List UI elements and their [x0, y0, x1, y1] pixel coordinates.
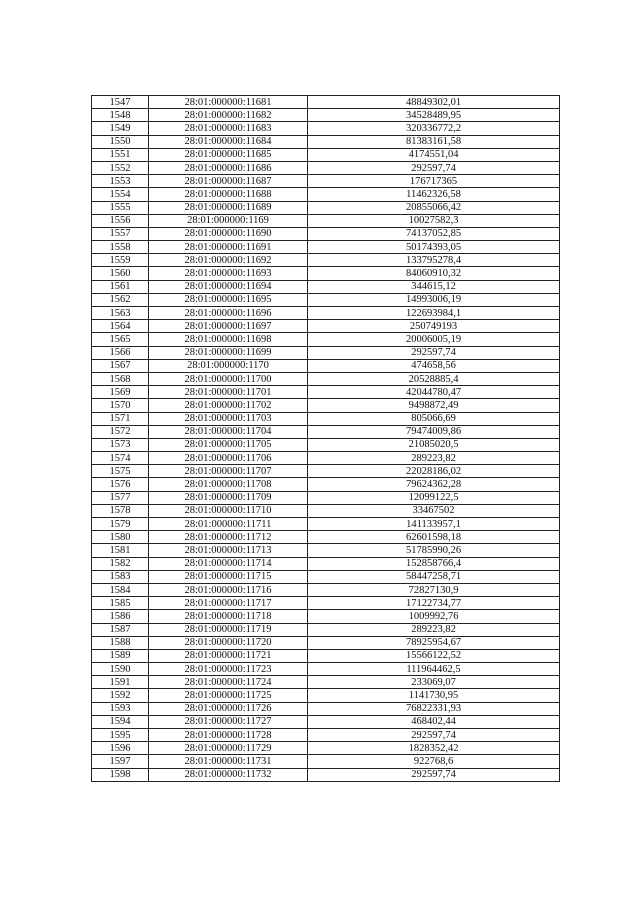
- value-cell: 152858766,4: [308, 557, 560, 570]
- table-row: [92, 161, 560, 174]
- table-row: [92, 729, 560, 742]
- value-cell: 62601598,18: [308, 531, 560, 544]
- table-row: [92, 491, 560, 504]
- value-cell: 4174551,04: [308, 148, 560, 161]
- row-number-cell: 1550: [92, 135, 149, 148]
- value-cell: 922768,6: [308, 755, 560, 768]
- table-row: [92, 636, 560, 649]
- value-cell: 79624362,28: [308, 478, 560, 491]
- value-cell: 1828352,42: [308, 742, 560, 755]
- value-cell: 176717365: [308, 175, 560, 188]
- row-number-cell: 1554: [92, 188, 149, 201]
- cadastral-number-cell: 28:01:000000:1169: [149, 214, 308, 227]
- data-table: [91, 95, 560, 782]
- cadastral-number-cell: 28:01:000000:11716: [149, 583, 308, 596]
- table-row: [92, 254, 560, 267]
- cadastral-number-cell: 28:01:000000:11718: [149, 610, 308, 623]
- cadastral-number-cell: 28:01:000000:11685: [149, 148, 308, 161]
- row-number-cell: 1576: [92, 478, 149, 491]
- value-cell: 58447258,71: [308, 570, 560, 583]
- table-row: [92, 583, 560, 596]
- table-row: [92, 122, 560, 135]
- cadastral-number-cell: 28:01:000000:11700: [149, 372, 308, 385]
- table-row: [92, 742, 560, 755]
- row-number-cell: 1590: [92, 663, 149, 676]
- row-number-cell: 1594: [92, 715, 149, 728]
- value-cell: 10027582,3: [308, 214, 560, 227]
- cadastral-number-cell: 28:01:000000:11732: [149, 768, 308, 781]
- value-cell: 320336772,2: [308, 122, 560, 135]
- row-number-cell: 1570: [92, 399, 149, 412]
- row-number-cell: 1595: [92, 729, 149, 742]
- cadastral-number-cell: 28:01:000000:11723: [149, 663, 308, 676]
- table-row: [92, 109, 560, 122]
- row-number-cell: 1567: [92, 359, 149, 372]
- row-number-cell: 1572: [92, 425, 149, 438]
- cadastral-number-cell: 28:01:000000:11709: [149, 491, 308, 504]
- cadastral-number-cell: 28:01:000000:1170: [149, 359, 308, 372]
- value-cell: 344615,12: [308, 280, 560, 293]
- row-number-cell: 1580: [92, 531, 149, 544]
- table-row: [92, 623, 560, 636]
- row-number-cell: 1556: [92, 214, 149, 227]
- value-cell: 1009992,76: [308, 610, 560, 623]
- table-row: [92, 557, 560, 570]
- table-row: [92, 214, 560, 227]
- cadastral-number-cell: 28:01:000000:11701: [149, 386, 308, 399]
- value-cell: 12099122,5: [308, 491, 560, 504]
- cadastral-number-cell: 28:01:000000:11691: [149, 241, 308, 254]
- cadastral-number-cell: 28:01:000000:11692: [149, 254, 308, 267]
- table-row: [92, 570, 560, 583]
- cadastral-number-cell: 28:01:000000:11683: [149, 122, 308, 135]
- row-number-cell: 1593: [92, 702, 149, 715]
- row-number-cell: 1597: [92, 755, 149, 768]
- row-number-cell: 1589: [92, 649, 149, 662]
- table-row: [92, 715, 560, 728]
- table-row: [92, 689, 560, 702]
- cadastral-number-cell: 28:01:000000:11715: [149, 570, 308, 583]
- cadastral-number-cell: 28:01:000000:11694: [149, 280, 308, 293]
- value-cell: 17122734,77: [308, 597, 560, 610]
- table-row: [92, 320, 560, 333]
- row-number-cell: 1592: [92, 689, 149, 702]
- row-number-cell: 1598: [92, 768, 149, 781]
- cadastral-number-cell: 28:01:000000:11684: [149, 135, 308, 148]
- value-cell: 20855066,42: [308, 201, 560, 214]
- table-row: [92, 293, 560, 306]
- row-number-cell: 1587: [92, 623, 149, 636]
- cadastral-number-cell: 28:01:000000:11695: [149, 293, 308, 306]
- row-number-cell: 1571: [92, 412, 149, 425]
- cadastral-number-cell: 28:01:000000:11725: [149, 689, 308, 702]
- value-cell: 141133957,1: [308, 518, 560, 531]
- table-row: [92, 333, 560, 346]
- row-number-cell: 1548: [92, 109, 149, 122]
- row-number-cell: 1563: [92, 307, 149, 320]
- row-number-cell: 1596: [92, 742, 149, 755]
- value-cell: 48849302,01: [308, 96, 560, 109]
- row-number-cell: 1585: [92, 597, 149, 610]
- table-row: [92, 188, 560, 201]
- table-row: [92, 465, 560, 478]
- row-number-cell: 1552: [92, 161, 149, 174]
- table-row: [92, 148, 560, 161]
- value-cell: 805066,69: [308, 412, 560, 425]
- row-number-cell: 1551: [92, 148, 149, 161]
- row-number-cell: 1586: [92, 610, 149, 623]
- cadastral-number-cell: 28:01:000000:11707: [149, 465, 308, 478]
- row-number-cell: 1575: [92, 465, 149, 478]
- table-row: [92, 610, 560, 623]
- cadastral-number-cell: 28:01:000000:11728: [149, 729, 308, 742]
- value-cell: 9498872,49: [308, 399, 560, 412]
- row-number-cell: 1577: [92, 491, 149, 504]
- table-row: [92, 438, 560, 451]
- table-row: [92, 412, 560, 425]
- table-row: [92, 346, 560, 359]
- cadastral-number-cell: 28:01:000000:11686: [149, 161, 308, 174]
- cadastral-number-cell: 28:01:000000:11697: [149, 320, 308, 333]
- table-row: [92, 768, 560, 781]
- value-cell: 292597,74: [308, 346, 560, 359]
- row-number-cell: 1560: [92, 267, 149, 280]
- value-cell: 111964462,5: [308, 663, 560, 676]
- cadastral-number-cell: 28:01:000000:11714: [149, 557, 308, 570]
- row-number-cell: 1562: [92, 293, 149, 306]
- row-number-cell: 1591: [92, 676, 149, 689]
- cadastral-number-cell: 28:01:000000:11721: [149, 649, 308, 662]
- value-cell: 233069,07: [308, 676, 560, 689]
- cadastral-number-cell: 28:01:000000:11682: [149, 109, 308, 122]
- table-row: [92, 649, 560, 662]
- table-row: [92, 241, 560, 254]
- value-cell: 20528885,4: [308, 372, 560, 385]
- row-number-cell: 1555: [92, 201, 149, 214]
- table-row: [92, 597, 560, 610]
- cadastral-number-cell: 28:01:000000:11710: [149, 504, 308, 517]
- row-number-cell: 1565: [92, 333, 149, 346]
- value-cell: 22028186,02: [308, 465, 560, 478]
- table-row: [92, 663, 560, 676]
- value-cell: 74137052,85: [308, 227, 560, 240]
- row-number-cell: 1573: [92, 438, 149, 451]
- cadastral-number-cell: 28:01:000000:11713: [149, 544, 308, 557]
- cadastral-number-cell: 28:01:000000:11719: [149, 623, 308, 636]
- row-number-cell: 1582: [92, 557, 149, 570]
- value-cell: 289223,82: [308, 452, 560, 465]
- value-cell: 20006005,19: [308, 333, 560, 346]
- value-cell: 50174393,05: [308, 241, 560, 254]
- value-cell: 81383161,58: [308, 135, 560, 148]
- table-row: [92, 425, 560, 438]
- table-row: [92, 280, 560, 293]
- value-cell: 133795278,4: [308, 254, 560, 267]
- value-cell: 1141730,95: [308, 689, 560, 702]
- table-row: [92, 531, 560, 544]
- value-cell: 76822331,93: [308, 702, 560, 715]
- row-number-cell: 1561: [92, 280, 149, 293]
- value-cell: 21085020,5: [308, 438, 560, 451]
- table-body: [92, 96, 560, 782]
- cadastral-number-cell: 28:01:000000:11712: [149, 531, 308, 544]
- table-row: [92, 96, 560, 109]
- row-number-cell: 1568: [92, 372, 149, 385]
- row-number-cell: 1547: [92, 96, 149, 109]
- cadastral-number-cell: 28:01:000000:11689: [149, 201, 308, 214]
- cadastral-number-cell: 28:01:000000:11711: [149, 518, 308, 531]
- table-row: [92, 386, 560, 399]
- cadastral-number-cell: 28:01:000000:11698: [149, 333, 308, 346]
- cadastral-number-cell: 28:01:000000:11704: [149, 425, 308, 438]
- row-number-cell: 1559: [92, 254, 149, 267]
- table-row: [92, 399, 560, 412]
- cadastral-number-cell: 28:01:000000:11717: [149, 597, 308, 610]
- cadastral-number-cell: 28:01:000000:11688: [149, 188, 308, 201]
- row-number-cell: 1579: [92, 518, 149, 531]
- value-cell: 84060910,32: [308, 267, 560, 280]
- value-cell: 289223,82: [308, 623, 560, 636]
- cadastral-number-cell: 28:01:000000:11693: [149, 267, 308, 280]
- cadastral-number-cell: 28:01:000000:11720: [149, 636, 308, 649]
- table-row: [92, 175, 560, 188]
- table-row: [92, 359, 560, 372]
- cadastral-number-cell: 28:01:000000:11726: [149, 702, 308, 715]
- table-row: [92, 227, 560, 240]
- cadastral-number-cell: 28:01:000000:11690: [149, 227, 308, 240]
- value-cell: 122693984,1: [308, 307, 560, 320]
- cadastral-number-cell: 28:01:000000:11706: [149, 452, 308, 465]
- table-row: [92, 307, 560, 320]
- table-row: [92, 702, 560, 715]
- row-number-cell: 1578: [92, 504, 149, 517]
- value-cell: 14993006,19: [308, 293, 560, 306]
- table-row: [92, 452, 560, 465]
- row-number-cell: 1583: [92, 570, 149, 583]
- row-number-cell: 1549: [92, 122, 149, 135]
- cadastral-number-cell: 28:01:000000:11731: [149, 755, 308, 768]
- row-number-cell: 1581: [92, 544, 149, 557]
- value-cell: 51785990,26: [308, 544, 560, 557]
- table-row: [92, 478, 560, 491]
- table-row: [92, 518, 560, 531]
- cadastral-number-cell: 28:01:000000:11696: [149, 307, 308, 320]
- row-number-cell: 1553: [92, 175, 149, 188]
- value-cell: 78925954,67: [308, 636, 560, 649]
- table-row: [92, 135, 560, 148]
- cadastral-number-cell: 28:01:000000:11708: [149, 478, 308, 491]
- table-row: [92, 504, 560, 517]
- value-cell: 292597,74: [308, 768, 560, 781]
- value-cell: 292597,74: [308, 729, 560, 742]
- cadastral-number-cell: 28:01:000000:11702: [149, 399, 308, 412]
- value-cell: 34528489,95: [308, 109, 560, 122]
- value-cell: 468402,44: [308, 715, 560, 728]
- row-number-cell: 1558: [92, 241, 149, 254]
- value-cell: 33467502: [308, 504, 560, 517]
- value-cell: 72827130,9: [308, 583, 560, 596]
- row-number-cell: 1569: [92, 386, 149, 399]
- value-cell: 292597,74: [308, 161, 560, 174]
- value-cell: 474658,56: [308, 359, 560, 372]
- cadastral-number-cell: 28:01:000000:11705: [149, 438, 308, 451]
- cadastral-number-cell: 28:01:000000:11699: [149, 346, 308, 359]
- row-number-cell: 1584: [92, 583, 149, 596]
- table-row: [92, 755, 560, 768]
- cadastral-number-cell: 28:01:000000:11727: [149, 715, 308, 728]
- row-number-cell: 1566: [92, 346, 149, 359]
- row-number-cell: 1557: [92, 227, 149, 240]
- table-row: [92, 372, 560, 385]
- cadastral-number-cell: 28:01:000000:11681: [149, 96, 308, 109]
- table-row: [92, 267, 560, 280]
- table-row: [92, 201, 560, 214]
- table-row: [92, 676, 560, 689]
- value-cell: 250749193: [308, 320, 560, 333]
- row-number-cell: 1574: [92, 452, 149, 465]
- value-cell: 42044780,47: [308, 386, 560, 399]
- cadastral-number-cell: 28:01:000000:11724: [149, 676, 308, 689]
- row-number-cell: 1588: [92, 636, 149, 649]
- cadastral-number-cell: 28:01:000000:11729: [149, 742, 308, 755]
- value-cell: 11462326,58: [308, 188, 560, 201]
- table-row: [92, 544, 560, 557]
- row-number-cell: 1564: [92, 320, 149, 333]
- value-cell: 79474009,86: [308, 425, 560, 438]
- cadastral-number-cell: 28:01:000000:11703: [149, 412, 308, 425]
- cadastral-number-cell: 28:01:000000:11687: [149, 175, 308, 188]
- value-cell: 15566122,52: [308, 649, 560, 662]
